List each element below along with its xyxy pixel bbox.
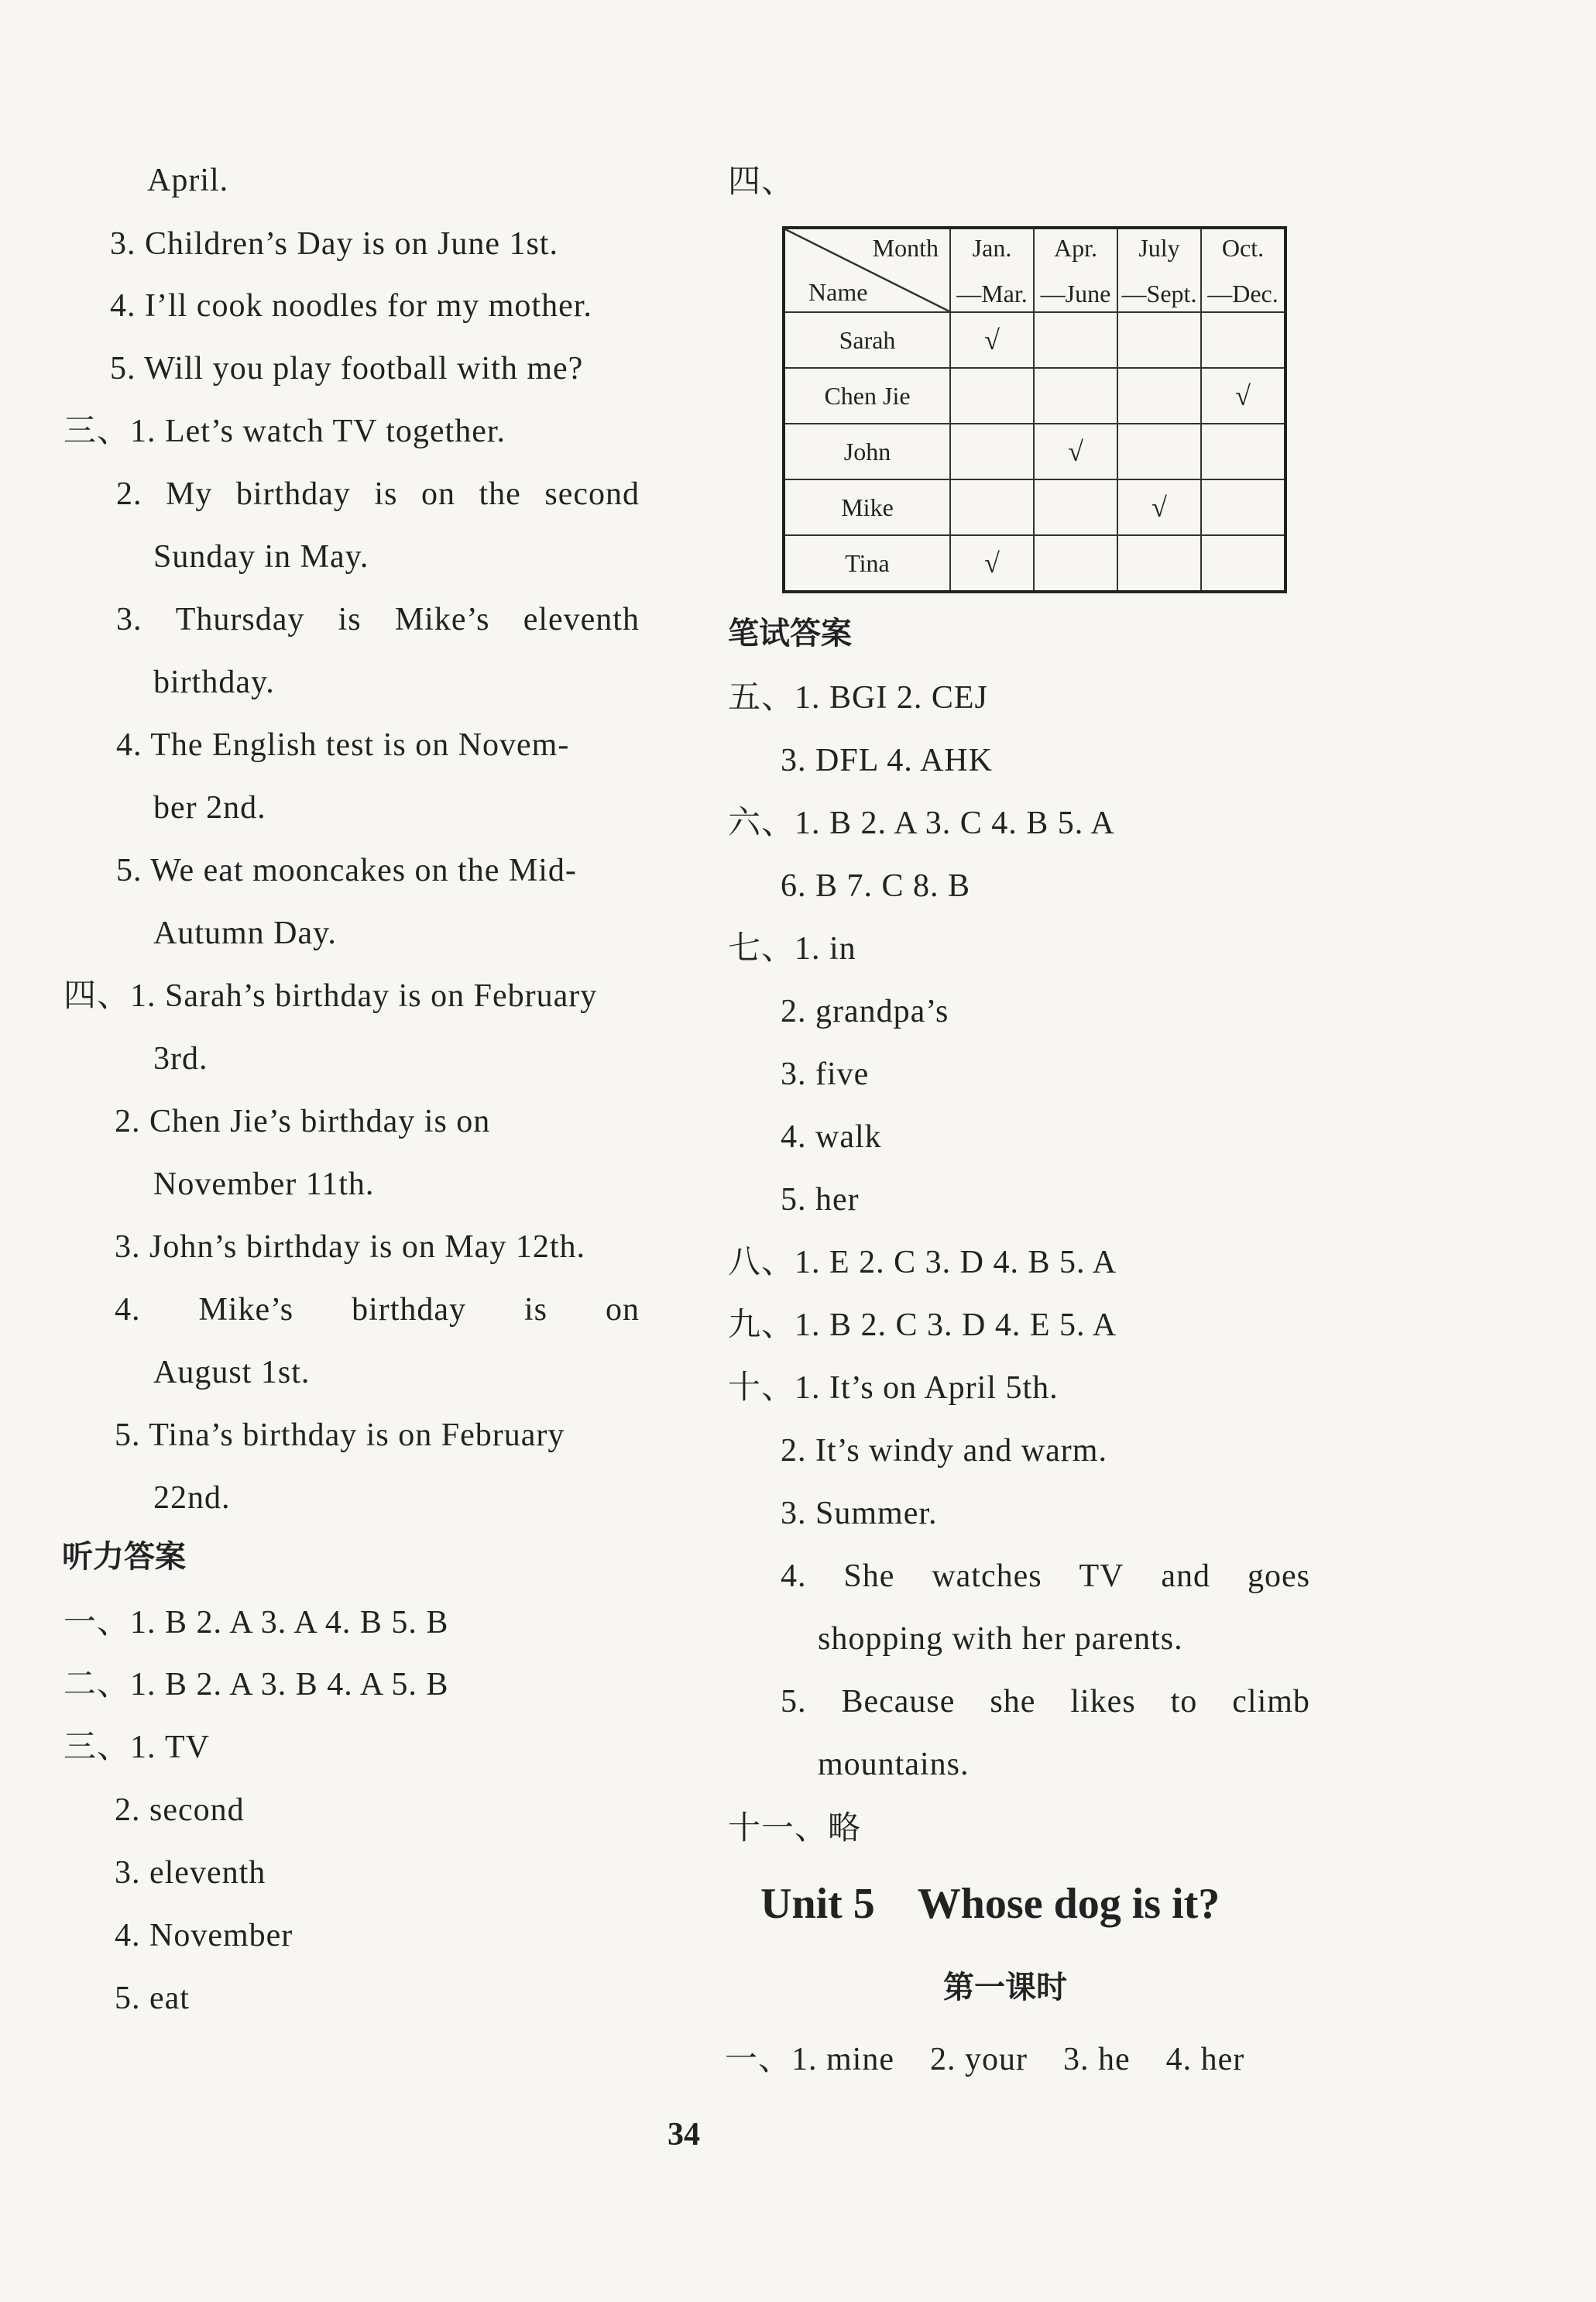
listening-answers-heading: 听力答案 (62, 1539, 186, 1575)
word: second (544, 476, 640, 512)
word: 4. (115, 1292, 141, 1328)
word: likes (1070, 1684, 1136, 1720)
check-cell (1034, 479, 1117, 535)
text-line: 十一、略 (728, 1811, 862, 1847)
word: on (605, 1292, 640, 1328)
header-name-label: Name (808, 278, 868, 306)
text-line: 八、1. E 2. C 3. D 4. B 5. A (728, 1245, 1117, 1280)
section-label: 四、 (728, 164, 795, 200)
word: Mike’s (394, 602, 490, 637)
word: on (420, 476, 455, 512)
page-number: 34 (668, 2117, 700, 2153)
text-line: 22nd. (153, 1480, 231, 1516)
text-line: 3. Children’s Day is on June 1st. (110, 226, 558, 262)
word: 3. (116, 602, 142, 637)
text-line: 2. Chen Jie’s birthday is on (115, 1104, 491, 1139)
check-cell: √ (1117, 479, 1201, 535)
word: and (1161, 1558, 1211, 1594)
text-line: 六、1. B 2. A 3. C 4. B 5. A (728, 806, 1115, 841)
text-line: November 11th. (153, 1166, 375, 1202)
header-month-label: Month (872, 234, 939, 262)
table-row (784, 535, 1285, 592)
column-header: Jan. —Mar. (950, 228, 1034, 312)
check-cell (1201, 479, 1285, 535)
check-cell (1117, 312, 1201, 368)
check-cell (950, 368, 1034, 424)
check-cell (950, 424, 1034, 479)
word: She (843, 1558, 895, 1594)
word: the (479, 476, 521, 512)
text-line: 4. November (115, 1918, 293, 1953)
text-line: Autumn Day. (153, 916, 337, 951)
word: My (166, 476, 213, 512)
word: birthday (235, 476, 351, 512)
text-line: 5. Tina’s birthday is on February (115, 1417, 565, 1453)
word: watches (932, 1558, 1042, 1594)
table-row (784, 479, 1285, 535)
check-cell (1034, 535, 1117, 592)
text-line: 3rd. (153, 1041, 208, 1077)
text-line: 2. grandpa’s (781, 994, 949, 1029)
table-diagonal-header (784, 228, 950, 312)
check-cell: √ (950, 312, 1034, 368)
text-line: April. (147, 163, 229, 198)
check-cell: √ (1201, 368, 1285, 424)
check-cell (1117, 368, 1201, 424)
text-line: ber 2nd. (153, 790, 266, 826)
word: 2. (116, 476, 142, 512)
text-line: 5. Will you play football with me? (110, 351, 584, 387)
text-line: birthday. (153, 665, 275, 700)
check-cell (950, 479, 1034, 535)
check-cell (1034, 368, 1117, 424)
word: she (990, 1684, 1036, 1720)
text-line: 三、1. TV (63, 1730, 210, 1765)
check-cell (1117, 535, 1201, 592)
check-cell (1201, 535, 1285, 592)
text-line: 四、1. Sarah’s birthday is on February (63, 978, 598, 1014)
text-line: 七、1. in (728, 931, 856, 967)
word: 5. (781, 1684, 807, 1720)
column-header: Oct. —Dec. (1201, 228, 1285, 312)
column-header: Apr. —June (1034, 228, 1117, 312)
word: birthday (352, 1292, 467, 1328)
check-cell (1117, 424, 1201, 479)
text-line: 5. her (781, 1182, 860, 1218)
word: climb (1232, 1684, 1310, 1720)
justified-line (781, 1685, 1310, 1718)
text-line: 九、1. B 2. C 3. D 4. E 5. A (728, 1307, 1117, 1343)
table-header-row (784, 228, 1285, 312)
text-line: 2. It’s windy and warm. (781, 1433, 1107, 1469)
word: is (338, 602, 362, 637)
text-line: 4. The English test is on Novem- (116, 727, 570, 763)
word: eleventh (523, 602, 640, 637)
row-name-cell: Mike (784, 479, 950, 535)
text-line: 6. B 7. C 8. B (781, 868, 971, 904)
text-line: 5. eat (115, 1981, 190, 2016)
text-line: 二、1. B 2. A 3. B 4. A 5. B (63, 1667, 449, 1702)
check-cell (1201, 312, 1285, 368)
text-line: 3. five (781, 1057, 870, 1092)
text-line: 5. We eat mooncakes on the Mid- (116, 853, 577, 888)
birthday-month-table (782, 226, 1287, 593)
text-line: 3. Summer. (781, 1496, 938, 1531)
justified-line (115, 1294, 640, 1326)
row-name-cell: Tina (784, 535, 950, 592)
text-line: 一、1. B 2. A 3. A 4. B 5. B (63, 1605, 449, 1641)
text-line: 三、1. Let’s watch TV together. (63, 414, 506, 449)
text-line: 2. second (115, 1792, 245, 1828)
unit-title: Unit 5 Whose dog is it? (760, 1880, 1220, 1928)
lesson-heading: 第一课时 (943, 1970, 1067, 2005)
text-line: 4. walk (781, 1119, 882, 1155)
justified-line (116, 478, 640, 510)
text-line: Sunday in May. (153, 539, 369, 575)
word: is (524, 1292, 548, 1328)
text-line: 十、1. It’s on April 5th. (728, 1370, 1059, 1406)
text-line: mountains. (818, 1747, 970, 1782)
row-name-cell: Chen Jie (784, 368, 950, 424)
word: goes (1247, 1558, 1310, 1594)
column-header: July —Sept. (1117, 228, 1201, 312)
written-answers-heading: 笔试答案 (728, 616, 852, 651)
row-name-cell: Sarah (784, 312, 950, 368)
text-line: 3. DFL 4. AHK (781, 743, 993, 778)
text-line: 一、1. mine 2. your 3. he 4. her (725, 2042, 1245, 2077)
word: 4. (781, 1558, 807, 1594)
word: TV (1079, 1558, 1124, 1594)
word: is (374, 476, 398, 512)
text-line: August 1st. (153, 1355, 311, 1390)
check-cell (1034, 312, 1117, 368)
table-row (784, 424, 1285, 479)
check-cell: √ (1034, 424, 1117, 479)
check-cell (1201, 424, 1285, 479)
justified-line (116, 603, 640, 636)
table-row (784, 312, 1285, 368)
row-name-cell: John (784, 424, 950, 479)
text-line: 五、1. BGI 2. CEJ (728, 680, 988, 716)
text-line: shopping with her parents. (818, 1621, 1183, 1657)
text-line: 3. eleventh (115, 1855, 266, 1891)
check-cell: √ (950, 535, 1034, 592)
text-line: 3. John’s birthday is on May 12th. (115, 1229, 585, 1265)
word: to (1170, 1684, 1198, 1720)
justified-line (781, 1560, 1310, 1593)
table-row (784, 368, 1285, 424)
word: Because (841, 1684, 956, 1720)
text-line: 4. I’ll cook noodles for my mother. (110, 288, 592, 324)
word: Thursday (175, 602, 305, 637)
word: Mike’s (198, 1292, 294, 1328)
